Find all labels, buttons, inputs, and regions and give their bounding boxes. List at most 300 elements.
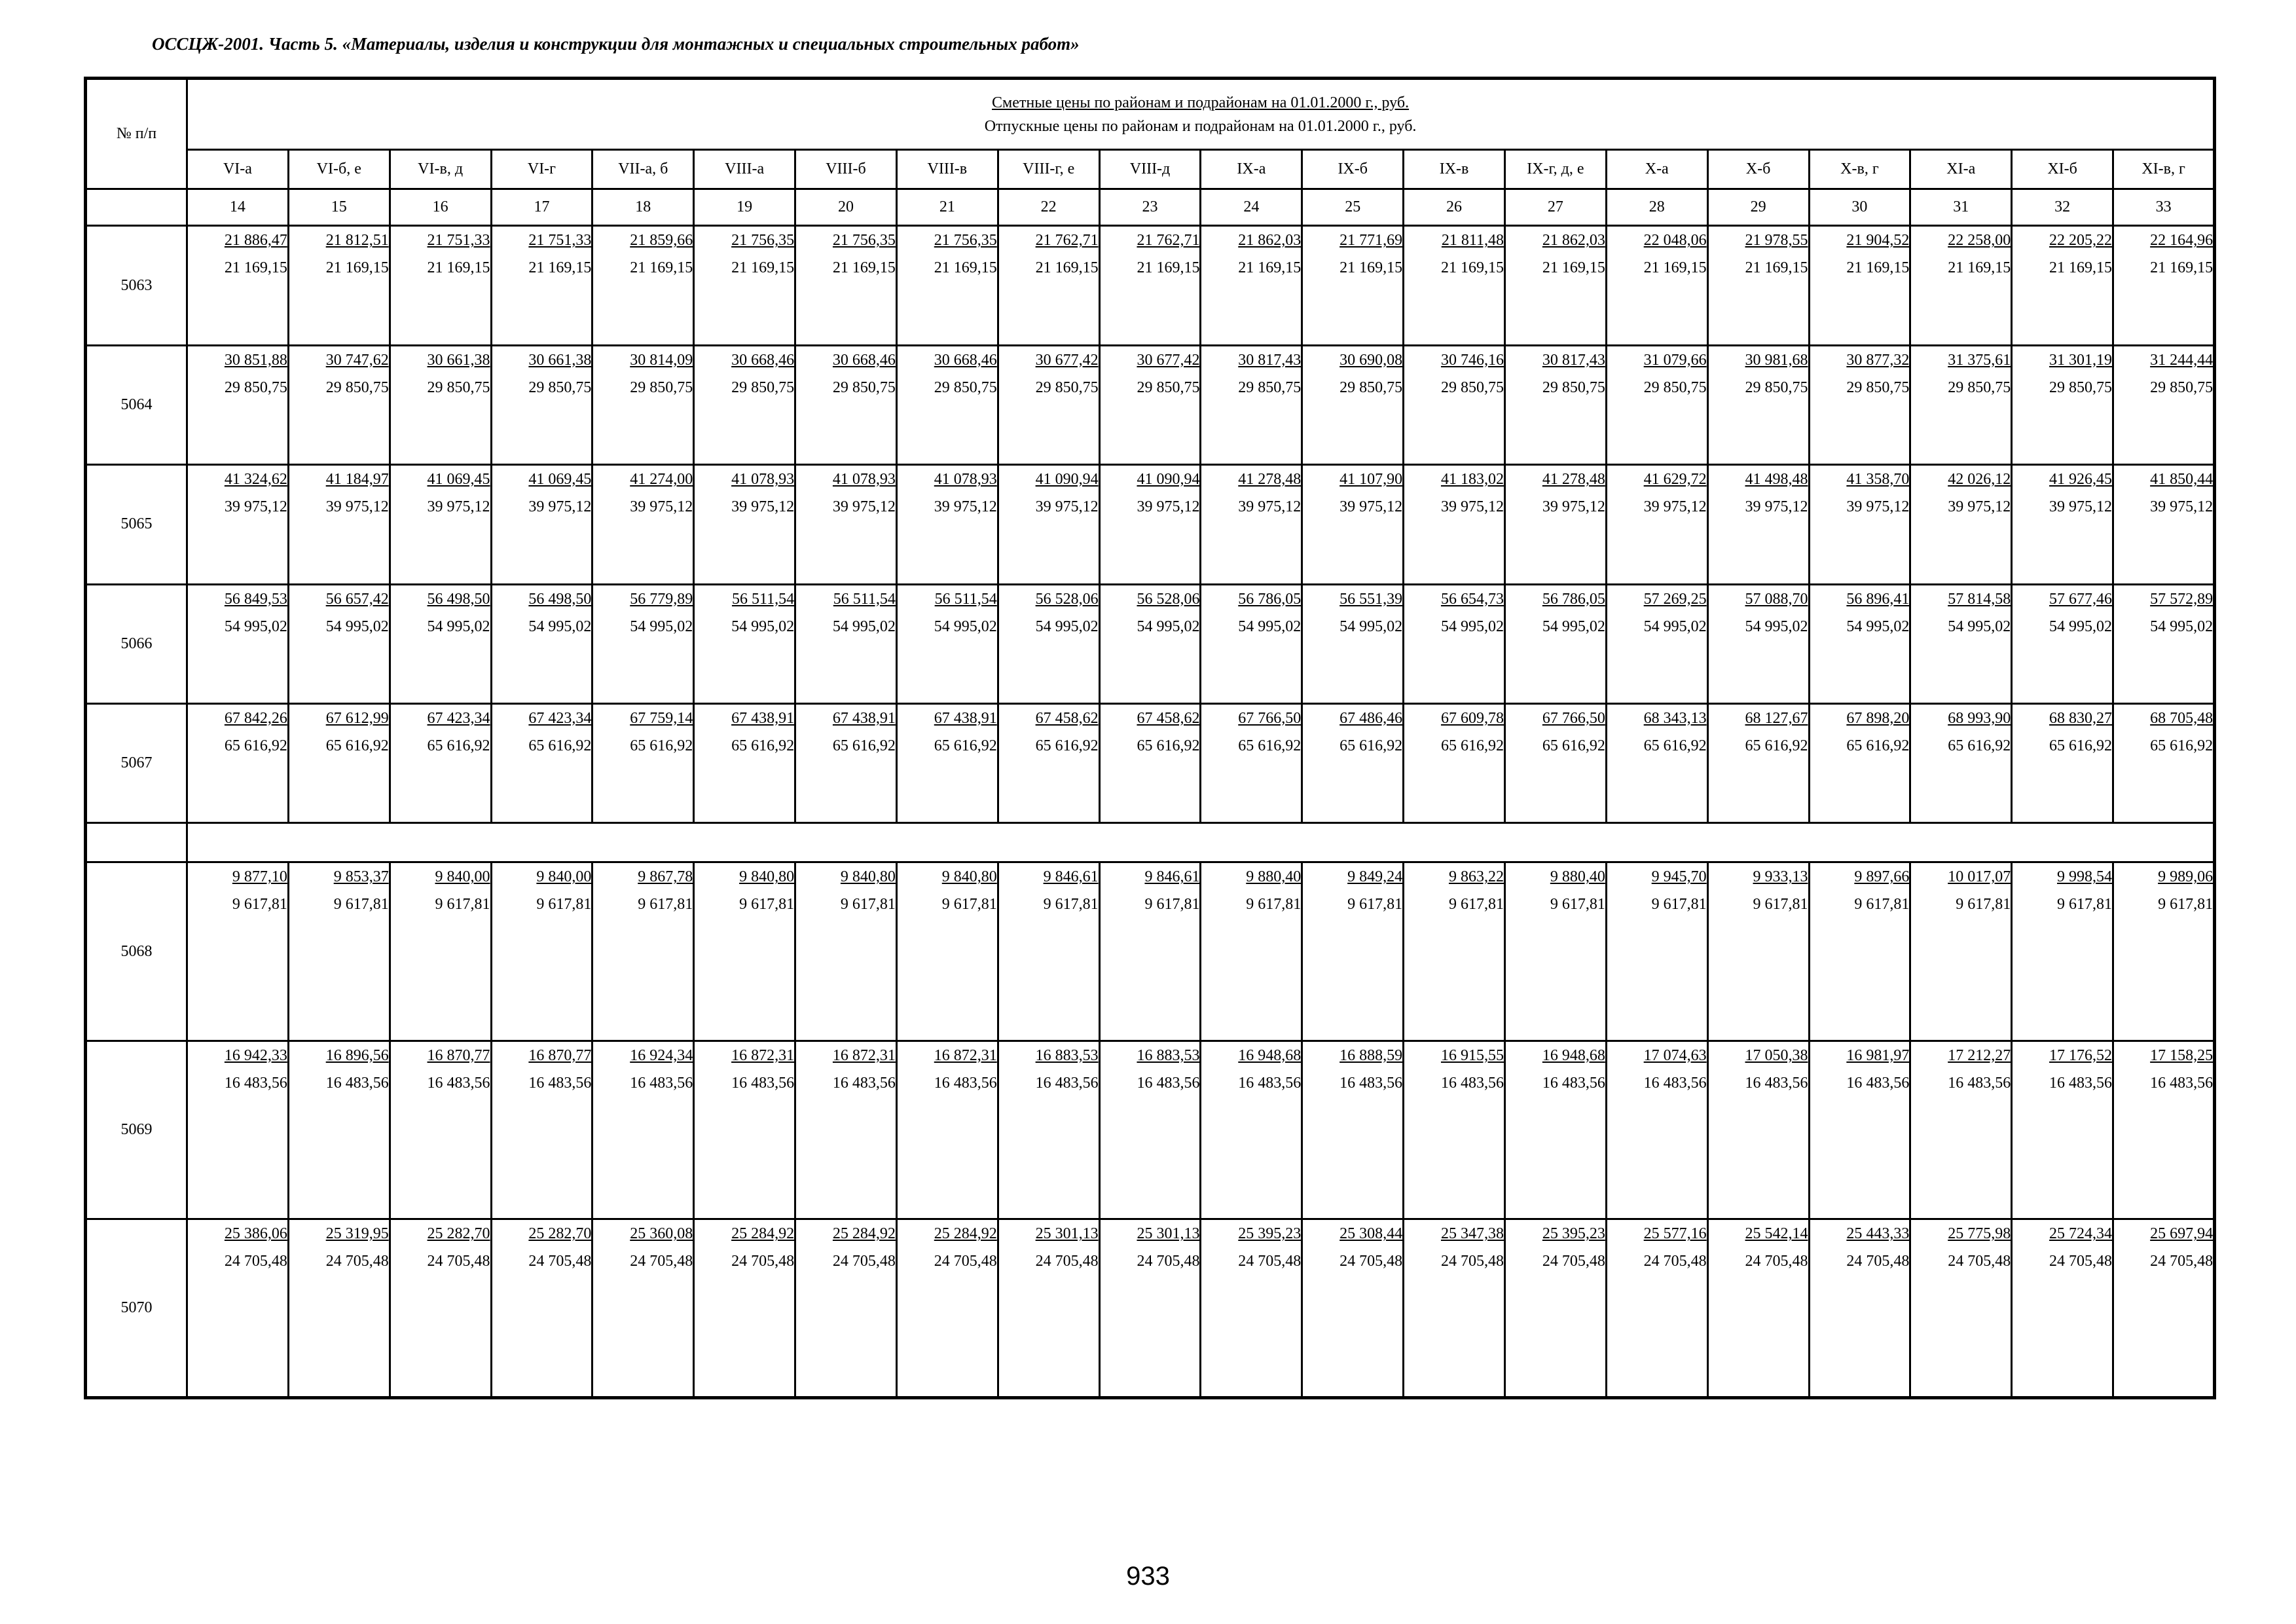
release-price: 29 850,75 xyxy=(1035,378,1099,396)
estimate-price: 56 657,42 xyxy=(325,590,389,608)
release-price: 9 617,81 xyxy=(536,896,592,913)
row-number: 5065 xyxy=(86,465,187,584)
price-cell xyxy=(390,703,491,822)
region-header: X-а xyxy=(1606,150,1707,189)
estimate-price: 41 274,00 xyxy=(630,471,693,489)
price-cell xyxy=(1707,465,1809,584)
price-cell xyxy=(390,465,491,584)
estimate-price: 56 849,53 xyxy=(224,590,287,608)
release-price: 65 616,92 xyxy=(427,737,490,754)
estimate-price: 16 870,77 xyxy=(528,1046,592,1064)
price-cell xyxy=(1201,345,1302,464)
estimate-price: 42 026,12 xyxy=(1948,471,2011,489)
estimate-price: 41 278,48 xyxy=(1542,471,1605,489)
price-cell xyxy=(1504,584,1606,703)
release-price: 54 995,02 xyxy=(630,618,693,635)
release-price: 54 995,02 xyxy=(1643,618,1707,635)
estimate-price: 67 486,46 xyxy=(1339,709,1403,727)
estimate-price: 41 926,45 xyxy=(2049,471,2113,489)
price-cell xyxy=(1201,703,1302,822)
release-price: 21 169,15 xyxy=(630,259,693,277)
row-number: 5068 xyxy=(86,862,187,1041)
estimate-price: 17 176,52 xyxy=(2049,1046,2113,1064)
estimate-price: 25 775,98 xyxy=(1948,1225,2011,1243)
release-price: 21 169,15 xyxy=(1440,259,1504,277)
release-price: 16 483,56 xyxy=(2150,1074,2214,1092)
estimate-price: 30 668,46 xyxy=(731,351,795,369)
release-price: 9 617,81 xyxy=(1347,896,1403,913)
price-cell xyxy=(1504,226,1606,345)
release-price: 54 995,02 xyxy=(1948,618,2011,635)
estimate-price: 41 069,45 xyxy=(528,471,592,489)
price-cell xyxy=(390,1219,491,1398)
estimate-price: 9 877,10 xyxy=(232,868,287,886)
estimate-price: 41 184,97 xyxy=(325,471,389,489)
release-price: 24 705,48 xyxy=(630,1253,693,1270)
estimate-price: 41 069,45 xyxy=(427,471,490,489)
release-price: 9 617,81 xyxy=(1550,896,1605,913)
release-price: 29 850,75 xyxy=(2150,378,2214,396)
estimate-price: 9 897,66 xyxy=(1854,868,1910,886)
estimate-price: 9 998,54 xyxy=(2057,868,2113,886)
table-row xyxy=(86,226,2215,345)
price-cell xyxy=(390,345,491,464)
price-cell xyxy=(694,862,795,1041)
price-cell xyxy=(491,703,592,822)
estimate-price: 21 756,35 xyxy=(934,232,997,249)
estimate-price: 56 779,89 xyxy=(630,590,693,608)
release-price: 29 850,75 xyxy=(1440,378,1504,396)
release-price: 29 850,75 xyxy=(1846,378,1910,396)
estimate-price: 16 948,68 xyxy=(1542,1046,1605,1064)
price-cell xyxy=(1099,1041,1201,1219)
estimate-price: 9 863,22 xyxy=(1448,868,1504,886)
estimate-price: 21 859,66 xyxy=(630,232,693,249)
price-cell xyxy=(1910,226,2012,345)
estimate-price: 67 759,14 xyxy=(630,709,693,727)
price-cell xyxy=(998,226,1099,345)
price-cell xyxy=(1707,1041,1809,1219)
release-price: 16 483,56 xyxy=(224,1074,287,1092)
estimate-price: 21 771,69 xyxy=(1339,232,1403,249)
row-number: 5066 xyxy=(86,584,187,703)
price-cell xyxy=(1504,1041,1606,1219)
price-cell xyxy=(1404,1041,1505,1219)
estimate-price: 30 668,46 xyxy=(934,351,997,369)
price-cell xyxy=(1302,1041,1404,1219)
estimate-price: 9 840,80 xyxy=(840,868,896,886)
estimate-price: 9 846,61 xyxy=(1043,868,1099,886)
estimate-price: 16 942,33 xyxy=(224,1046,287,1064)
release-price: 9 617,81 xyxy=(2158,896,2214,913)
price-cell xyxy=(795,584,897,703)
price-cell xyxy=(288,226,390,345)
release-price: 9 617,81 xyxy=(1448,896,1504,913)
price-cell xyxy=(1809,465,1910,584)
price-cell xyxy=(491,226,592,345)
release-price: 65 616,92 xyxy=(1948,737,2011,754)
release-price: 16 483,56 xyxy=(1745,1074,1808,1092)
estimate-price: 9 840,00 xyxy=(435,868,490,886)
release-price: 54 995,02 xyxy=(1440,618,1504,635)
price-cell xyxy=(1809,703,1910,822)
price-cell xyxy=(1910,1219,2012,1398)
release-price: 54 995,02 xyxy=(528,618,592,635)
estimate-price: 67 438,91 xyxy=(731,709,795,727)
release-price: 21 169,15 xyxy=(832,259,896,277)
price-cell xyxy=(491,584,592,703)
column-number: 14 xyxy=(187,189,289,226)
release-price: 9 617,81 xyxy=(1753,896,1808,913)
estimate-price: 56 511,54 xyxy=(833,590,896,608)
release-price: 21 169,15 xyxy=(731,259,795,277)
release-price: 24 705,48 xyxy=(1948,1253,2011,1270)
release-price: 21 169,15 xyxy=(1542,259,1605,277)
price-cell xyxy=(2012,226,2113,345)
release-price: 16 483,56 xyxy=(832,1074,896,1092)
estimate-price: 67 458,62 xyxy=(1035,709,1099,727)
region-header: VIII-а xyxy=(694,150,795,189)
column-number: 32 xyxy=(2012,189,2113,226)
table-title xyxy=(187,79,2215,150)
release-price: 29 850,75 xyxy=(224,378,287,396)
table-row xyxy=(86,584,2215,703)
price-cell xyxy=(187,465,289,584)
price-cell xyxy=(2113,345,2215,464)
price-cell xyxy=(2113,226,2215,345)
estimate-price: 41 078,93 xyxy=(731,471,795,489)
row-number: 5069 xyxy=(86,1041,187,1219)
release-price: 21 169,15 xyxy=(1339,259,1403,277)
estimate-price: 41 324,62 xyxy=(224,471,287,489)
estimate-price: 31 244,44 xyxy=(2150,351,2214,369)
price-cell xyxy=(288,345,390,464)
estimate-price: 25 347,38 xyxy=(1440,1225,1504,1243)
row-number: 5067 xyxy=(86,703,187,822)
estimate-price: 21 762,71 xyxy=(1137,232,1200,249)
region-header: VI-г xyxy=(491,150,592,189)
release-price: 54 995,02 xyxy=(224,618,287,635)
estimate-price: 31 079,66 xyxy=(1643,351,1707,369)
release-price: 29 850,75 xyxy=(630,378,693,396)
price-cell xyxy=(288,465,390,584)
estimate-price: 22 205,22 xyxy=(2049,232,2113,249)
release-price: 21 169,15 xyxy=(2049,259,2113,277)
release-price: 29 850,75 xyxy=(1542,378,1605,396)
region-header: VI-а xyxy=(187,150,289,189)
price-cell xyxy=(2012,584,2113,703)
release-price: 24 705,48 xyxy=(1440,1253,1504,1270)
release-price: 39 975,12 xyxy=(1137,498,1200,516)
release-price: 65 616,92 xyxy=(1440,737,1504,754)
release-price: 16 483,56 xyxy=(1948,1074,2011,1092)
release-price: 9 617,81 xyxy=(638,896,693,913)
release-price: 39 975,12 xyxy=(1238,498,1302,516)
price-cell xyxy=(1404,862,1505,1041)
price-cell xyxy=(998,862,1099,1041)
column-number: 23 xyxy=(1099,189,1201,226)
estimate-price: 30 668,46 xyxy=(832,351,896,369)
release-price: 24 705,48 xyxy=(731,1253,795,1270)
price-cell xyxy=(2012,862,2113,1041)
estimate-price: 30 747,62 xyxy=(325,351,389,369)
row-number: 5070 xyxy=(86,1219,187,1398)
release-price: 54 995,02 xyxy=(2049,618,2113,635)
estimate-price: 25 386,06 xyxy=(224,1225,287,1243)
estimate-price: 9 945,70 xyxy=(1651,868,1707,886)
price-cell xyxy=(1707,703,1809,822)
price-cell xyxy=(1606,226,1707,345)
estimate-price: 41 850,44 xyxy=(2150,471,2214,489)
estimate-price: 30 817,43 xyxy=(1238,351,1302,369)
row-number: 5063 xyxy=(86,226,187,345)
release-price: 54 995,02 xyxy=(427,618,490,635)
release-price: 65 616,92 xyxy=(325,737,389,754)
estimate-price: 22 048,06 xyxy=(1643,232,1707,249)
estimate-price: 67 842,26 xyxy=(224,709,287,727)
estimate-prices-title: Сметные цены по районам и подрайонам на 01.01.2000 г., руб. xyxy=(992,94,1410,111)
column-number: 27 xyxy=(1504,189,1606,226)
region-header: VIII-в xyxy=(896,150,998,189)
column-number: 28 xyxy=(1606,189,1707,226)
price-cell xyxy=(288,1041,390,1219)
price-cell xyxy=(2113,703,2215,822)
release-price: 65 616,92 xyxy=(731,737,795,754)
estimate-price: 25 301,13 xyxy=(1137,1225,1200,1243)
estimate-price: 10 017,07 xyxy=(1948,868,2011,886)
estimate-price: 9 846,61 xyxy=(1144,868,1200,886)
release-price: 54 995,02 xyxy=(325,618,389,635)
column-number-row xyxy=(86,189,2215,226)
estimate-price: 56 528,06 xyxy=(1035,590,1099,608)
release-prices-title: Отпускные цены по районам и подрайонам на 01.01.2000 г., руб. xyxy=(984,117,1417,135)
release-price: 16 483,56 xyxy=(1035,1074,1099,1092)
estimate-price: 16 896,56 xyxy=(325,1046,389,1064)
estimate-price: 56 498,50 xyxy=(427,590,490,608)
region-header: VIII-г, е xyxy=(998,150,1099,189)
estimate-price: 67 612,99 xyxy=(325,709,389,727)
price-cell xyxy=(795,465,897,584)
release-price: 16 483,56 xyxy=(2049,1074,2113,1092)
separator-cell xyxy=(187,823,2215,862)
release-price: 29 850,75 xyxy=(325,378,389,396)
price-cell xyxy=(187,862,289,1041)
price-cell xyxy=(1302,584,1404,703)
release-price: 54 995,02 xyxy=(1238,618,1302,635)
estimate-price: 9 840,80 xyxy=(941,868,997,886)
price-cell xyxy=(1201,862,1302,1041)
price-cell xyxy=(1606,862,1707,1041)
price-cell xyxy=(288,703,390,822)
price-cell xyxy=(1302,345,1404,464)
release-price: 65 616,92 xyxy=(832,737,896,754)
estimate-price: 56 511,54 xyxy=(731,590,795,608)
release-price: 65 616,92 xyxy=(1339,737,1403,754)
region-header: VIII-б xyxy=(795,150,897,189)
release-price: 24 705,48 xyxy=(1643,1253,1707,1270)
table-row xyxy=(86,1041,2215,1219)
release-price: 21 169,15 xyxy=(934,259,997,277)
price-cell xyxy=(1910,703,2012,822)
release-price: 39 975,12 xyxy=(2049,498,2113,516)
estimate-price: 9 880,40 xyxy=(1246,868,1302,886)
price-cell xyxy=(288,862,390,1041)
price-cell xyxy=(896,345,998,464)
estimate-price: 9 867,78 xyxy=(638,868,693,886)
estimate-price: 25 360,08 xyxy=(630,1225,693,1243)
estimate-price: 56 786,05 xyxy=(1542,590,1605,608)
release-price: 65 616,92 xyxy=(934,737,997,754)
price-cell xyxy=(1404,465,1505,584)
estimate-price: 68 343,13 xyxy=(1643,709,1707,727)
table-row xyxy=(86,703,2215,822)
price-cell xyxy=(592,703,694,822)
price-cell xyxy=(1302,226,1404,345)
estimate-price: 9 933,13 xyxy=(1753,868,1808,886)
price-cell xyxy=(896,1219,998,1398)
estimate-price: 25 443,33 xyxy=(1846,1225,1910,1243)
estimate-price: 41 107,90 xyxy=(1339,471,1403,489)
release-price: 16 483,56 xyxy=(528,1074,592,1092)
release-price: 39 975,12 xyxy=(427,498,490,516)
release-price: 65 616,92 xyxy=(1745,737,1808,754)
release-price: 9 617,81 xyxy=(840,896,896,913)
price-cell xyxy=(1302,862,1404,1041)
release-price: 21 169,15 xyxy=(1846,259,1910,277)
estimate-price: 30 661,38 xyxy=(528,351,592,369)
region-header: VII-а, б xyxy=(592,150,694,189)
estimate-price: 21 762,71 xyxy=(1035,232,1099,249)
table-row xyxy=(86,1219,2215,1398)
price-cell xyxy=(1099,1219,1201,1398)
estimate-price: 17 074,63 xyxy=(1643,1046,1707,1064)
estimate-price: 57 088,70 xyxy=(1745,590,1808,608)
release-price: 65 616,92 xyxy=(1643,737,1707,754)
price-cell xyxy=(592,1219,694,1398)
region-header: IX-г, д, е xyxy=(1504,150,1606,189)
price-cell xyxy=(1809,584,1910,703)
price-cell xyxy=(1302,703,1404,822)
estimate-price: 67 458,62 xyxy=(1137,709,1200,727)
release-price: 9 617,81 xyxy=(1043,896,1099,913)
price-cell xyxy=(2012,703,2113,822)
price-cell xyxy=(1707,862,1809,1041)
price-cell xyxy=(896,703,998,822)
price-table xyxy=(84,77,2216,1399)
estimate-price: 67 423,34 xyxy=(528,709,592,727)
price-cell xyxy=(1302,1219,1404,1398)
region-header: VI-в, д xyxy=(390,150,491,189)
price-cell xyxy=(2012,1041,2113,1219)
price-cell xyxy=(1302,465,1404,584)
price-cell xyxy=(491,345,592,464)
price-cell xyxy=(1404,345,1505,464)
release-price: 65 616,92 xyxy=(1137,737,1200,754)
estimate-price: 16 981,97 xyxy=(1846,1046,1910,1064)
price-cell xyxy=(2012,1219,2113,1398)
release-price: 65 616,92 xyxy=(2150,737,2214,754)
release-price: 54 995,02 xyxy=(1035,618,1099,635)
price-cell xyxy=(1809,862,1910,1041)
number-column-header: № п/п xyxy=(86,79,187,189)
price-cell xyxy=(390,862,491,1041)
price-cell xyxy=(795,862,897,1041)
column-number: 20 xyxy=(795,189,897,226)
estimate-price: 16 883,53 xyxy=(1035,1046,1099,1064)
release-price: 39 975,12 xyxy=(2150,498,2214,516)
release-price: 29 850,75 xyxy=(1238,378,1302,396)
estimate-price: 25 395,23 xyxy=(1238,1225,1302,1243)
release-price: 24 705,48 xyxy=(1238,1253,1302,1270)
release-price: 16 483,56 xyxy=(731,1074,795,1092)
release-price: 24 705,48 xyxy=(832,1253,896,1270)
price-cell xyxy=(1910,1041,2012,1219)
estimate-price: 21 751,33 xyxy=(427,232,490,249)
estimate-price: 41 183,02 xyxy=(1440,471,1504,489)
price-cell xyxy=(1910,345,2012,464)
price-cell xyxy=(694,703,795,822)
region-header: VI-б, е xyxy=(288,150,390,189)
price-cell xyxy=(998,1219,1099,1398)
price-cell xyxy=(694,226,795,345)
release-price: 21 169,15 xyxy=(325,259,389,277)
estimate-price: 16 872,31 xyxy=(832,1046,896,1064)
estimate-price: 21 751,33 xyxy=(528,232,592,249)
estimate-price: 31 301,19 xyxy=(2049,351,2113,369)
estimate-price: 56 654,73 xyxy=(1440,590,1504,608)
estimate-price: 30 851,88 xyxy=(224,351,287,369)
price-cell xyxy=(390,226,491,345)
estimate-price: 25 284,92 xyxy=(832,1225,896,1243)
price-cell xyxy=(1504,345,1606,464)
price-cell xyxy=(1707,1219,1809,1398)
release-price: 21 169,15 xyxy=(1643,259,1707,277)
release-price: 29 850,75 xyxy=(934,378,997,396)
release-price: 9 617,81 xyxy=(232,896,287,913)
price-cell xyxy=(592,345,694,464)
release-price: 21 169,15 xyxy=(1745,259,1808,277)
region-header-row xyxy=(86,150,2215,189)
release-price: 24 705,48 xyxy=(1846,1253,1910,1270)
estimate-price: 21 862,03 xyxy=(1542,232,1605,249)
release-price: 21 169,15 xyxy=(224,259,287,277)
estimate-price: 25 319,95 xyxy=(325,1225,389,1243)
release-price: 65 616,92 xyxy=(528,737,592,754)
estimate-price: 17 050,38 xyxy=(1745,1046,1808,1064)
release-price: 16 483,56 xyxy=(1846,1074,1910,1092)
estimate-price: 68 993,90 xyxy=(1948,709,2011,727)
price-cell xyxy=(1910,584,2012,703)
price-cell xyxy=(491,862,592,1041)
release-price: 39 975,12 xyxy=(1643,498,1707,516)
estimate-price: 9 840,00 xyxy=(536,868,592,886)
release-price: 39 975,12 xyxy=(1339,498,1403,516)
estimate-price: 21 812,51 xyxy=(325,232,389,249)
release-price: 9 617,81 xyxy=(1956,896,2011,913)
column-number: 31 xyxy=(1910,189,2012,226)
release-price: 24 705,48 xyxy=(934,1253,997,1270)
release-price: 9 617,81 xyxy=(1854,896,1910,913)
release-price: 54 995,02 xyxy=(934,618,997,635)
price-cell xyxy=(592,1041,694,1219)
price-cell xyxy=(896,862,998,1041)
release-price: 24 705,48 xyxy=(2150,1253,2214,1270)
estimate-price: 67 609,78 xyxy=(1440,709,1504,727)
release-price: 39 975,12 xyxy=(1948,498,2011,516)
estimate-price: 30 661,38 xyxy=(427,351,490,369)
release-price: 24 705,48 xyxy=(224,1253,287,1270)
price-cell xyxy=(491,465,592,584)
